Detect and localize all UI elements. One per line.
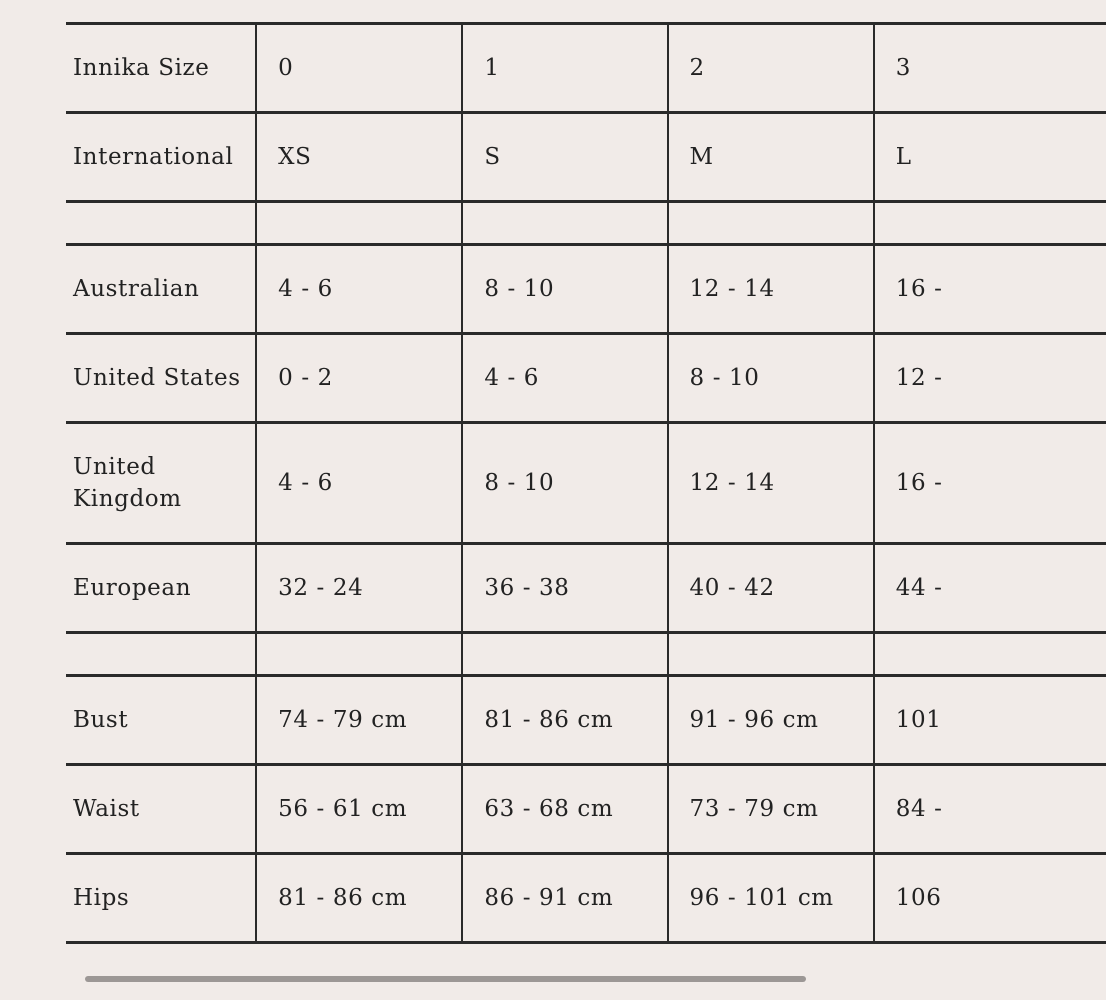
- table-cell: 8 - 10: [668, 334, 874, 423]
- row-bust: [66, 676, 1106, 765]
- table-cell: 44 -: [874, 544, 1106, 633]
- spacer-cell: [256, 633, 462, 676]
- size-header-2: 2: [668, 24, 874, 113]
- row-label-innika-size: Innika Size: [66, 24, 256, 113]
- size-header-3: 3: [874, 24, 1106, 113]
- table-cell: 56 - 61 cm: [256, 765, 462, 854]
- spacer-row: [66, 633, 1106, 676]
- table-cell: 8 - 10: [462, 245, 667, 334]
- row-united-kingdom: [66, 423, 1106, 544]
- table-cell: XS: [256, 113, 462, 202]
- table-cell: 81 - 86 cm: [462, 676, 667, 765]
- table-cell: 86 - 91 cm: [462, 854, 667, 943]
- size-header-0: 0: [256, 24, 462, 113]
- row-label-bust: Bust: [66, 676, 256, 765]
- spacer-cell: [462, 633, 667, 676]
- table-cell: 8 - 10: [462, 423, 667, 544]
- row-label-european: European: [66, 544, 256, 633]
- horizontal-scrollbar[interactable]: [85, 976, 806, 982]
- table-cell: 4 - 6: [462, 334, 667, 423]
- row-label-united-kingdom: United Kingdom: [66, 423, 256, 544]
- size-chart-scroll-area[interactable]: [66, 22, 943, 965]
- row-label-united-states: United States: [66, 334, 256, 423]
- table-cell: 16 -: [874, 245, 1106, 334]
- table-cell: 63 - 68 cm: [462, 765, 667, 854]
- table-cell: 0 - 2: [256, 334, 462, 423]
- row-united-states: [66, 334, 1106, 423]
- table-cell: 4 - 6: [256, 245, 462, 334]
- table-cell: 81 - 86 cm: [256, 854, 462, 943]
- spacer-cell: [668, 202, 874, 245]
- size-header-1: 1: [462, 24, 667, 113]
- row-international: [66, 113, 1106, 202]
- table-cell: 73 - 79 cm: [668, 765, 874, 854]
- table-cell: 40 - 42: [668, 544, 874, 633]
- row-label-australian: Australian: [66, 245, 256, 334]
- table-cell: 91 - 96 cm: [668, 676, 874, 765]
- table-cell: 12 - 14: [668, 245, 874, 334]
- table-cell: 96 - 101 cm: [668, 854, 874, 943]
- row-australian: [66, 245, 1106, 334]
- row-european: [66, 544, 1106, 633]
- row-hips: [66, 854, 1106, 943]
- table-cell: 101: [874, 676, 1106, 765]
- spacer-cell: [256, 202, 462, 245]
- table-cell: 74 - 79 cm: [256, 676, 462, 765]
- table-cell: 12 - 14: [668, 423, 874, 544]
- row-label-international: International: [66, 113, 256, 202]
- spacer-cell: [874, 202, 1106, 245]
- size-chart-table: [66, 22, 1106, 944]
- row-label-waist: Waist: [66, 765, 256, 854]
- table-cell: M: [668, 113, 874, 202]
- table-cell: 106: [874, 854, 1106, 943]
- table-cell: 84 -: [874, 765, 1106, 854]
- spacer-cell: [874, 633, 1106, 676]
- row-innika-size: [66, 24, 1106, 113]
- table-cell: 16 -: [874, 423, 1106, 544]
- table-cell: 36 - 38: [462, 544, 667, 633]
- spacer-cell: [66, 202, 256, 245]
- spacer-cell: [668, 633, 874, 676]
- table-cell: L: [874, 113, 1106, 202]
- row-waist: [66, 765, 1106, 854]
- spacer-cell: [462, 202, 667, 245]
- spacer-row: [66, 202, 1106, 245]
- row-label-hips: Hips: [66, 854, 256, 943]
- table-cell: 12 -: [874, 334, 1106, 423]
- table-cell: 32 - 24: [256, 544, 462, 633]
- table-cell: S: [462, 113, 667, 202]
- spacer-cell: [66, 633, 256, 676]
- table-cell: 4 - 6: [256, 423, 462, 544]
